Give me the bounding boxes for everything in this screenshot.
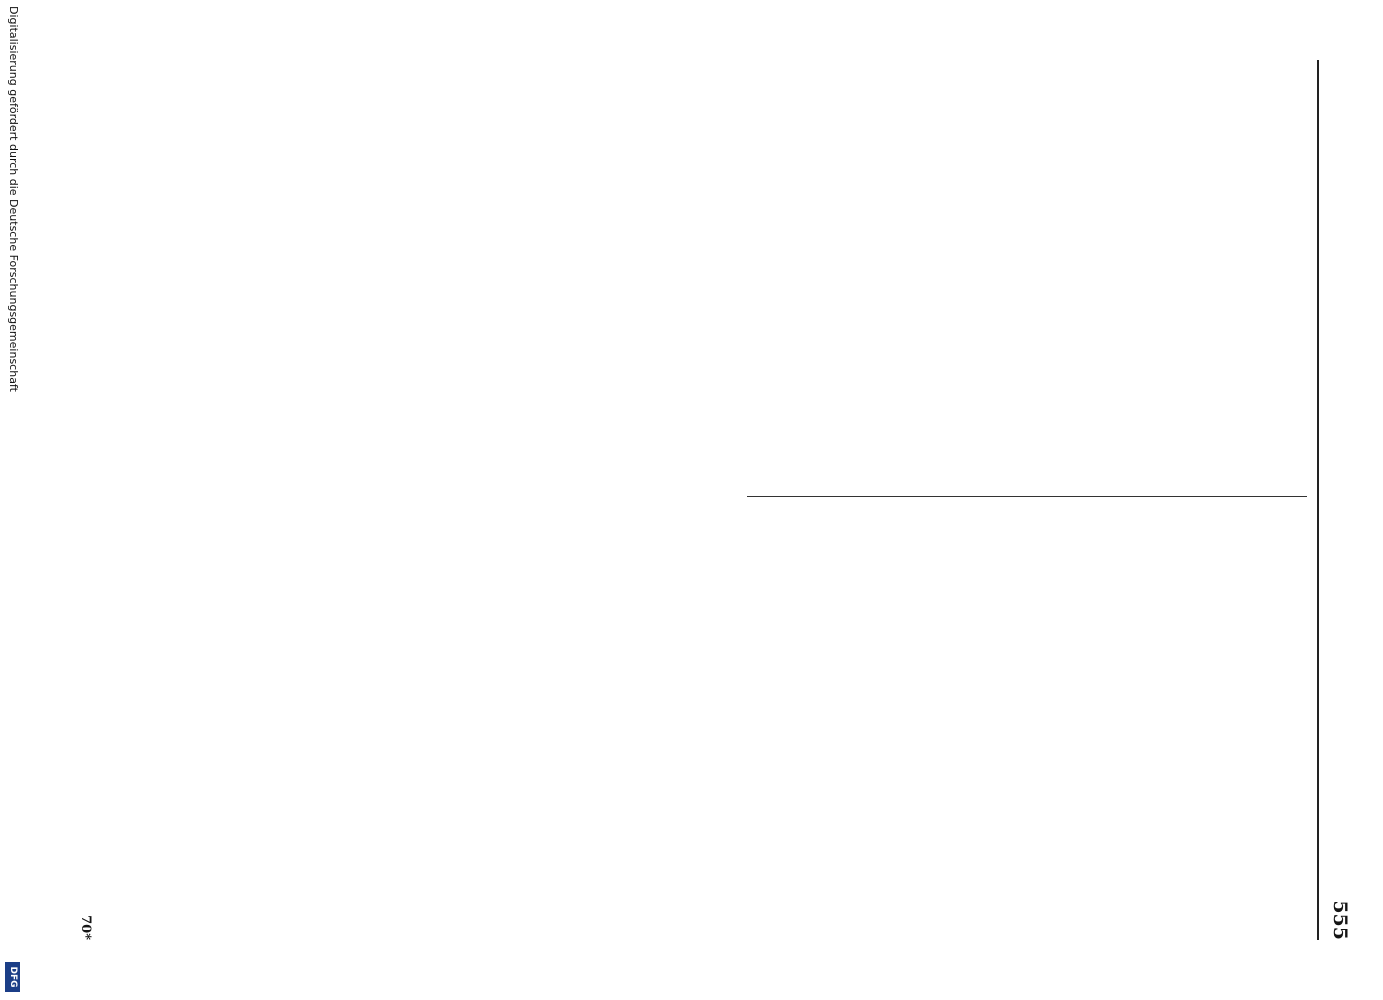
credit-text: Digitalisierung gefördert durch die Deutsche Forschungsgemeinschaft bbox=[7, 6, 20, 392]
page-header bbox=[1317, 60, 1355, 940]
page-number: 555 bbox=[1329, 900, 1351, 940]
dfg-logo: DFG bbox=[5, 962, 20, 992]
column-divider bbox=[747, 496, 1307, 497]
page-mark: 70* bbox=[78, 915, 93, 940]
text-column-left bbox=[747, 60, 1307, 482]
text-column-right bbox=[747, 518, 1307, 940]
digitization-credit bbox=[3, 0, 23, 1000]
price-table-area bbox=[361, 60, 681, 940]
